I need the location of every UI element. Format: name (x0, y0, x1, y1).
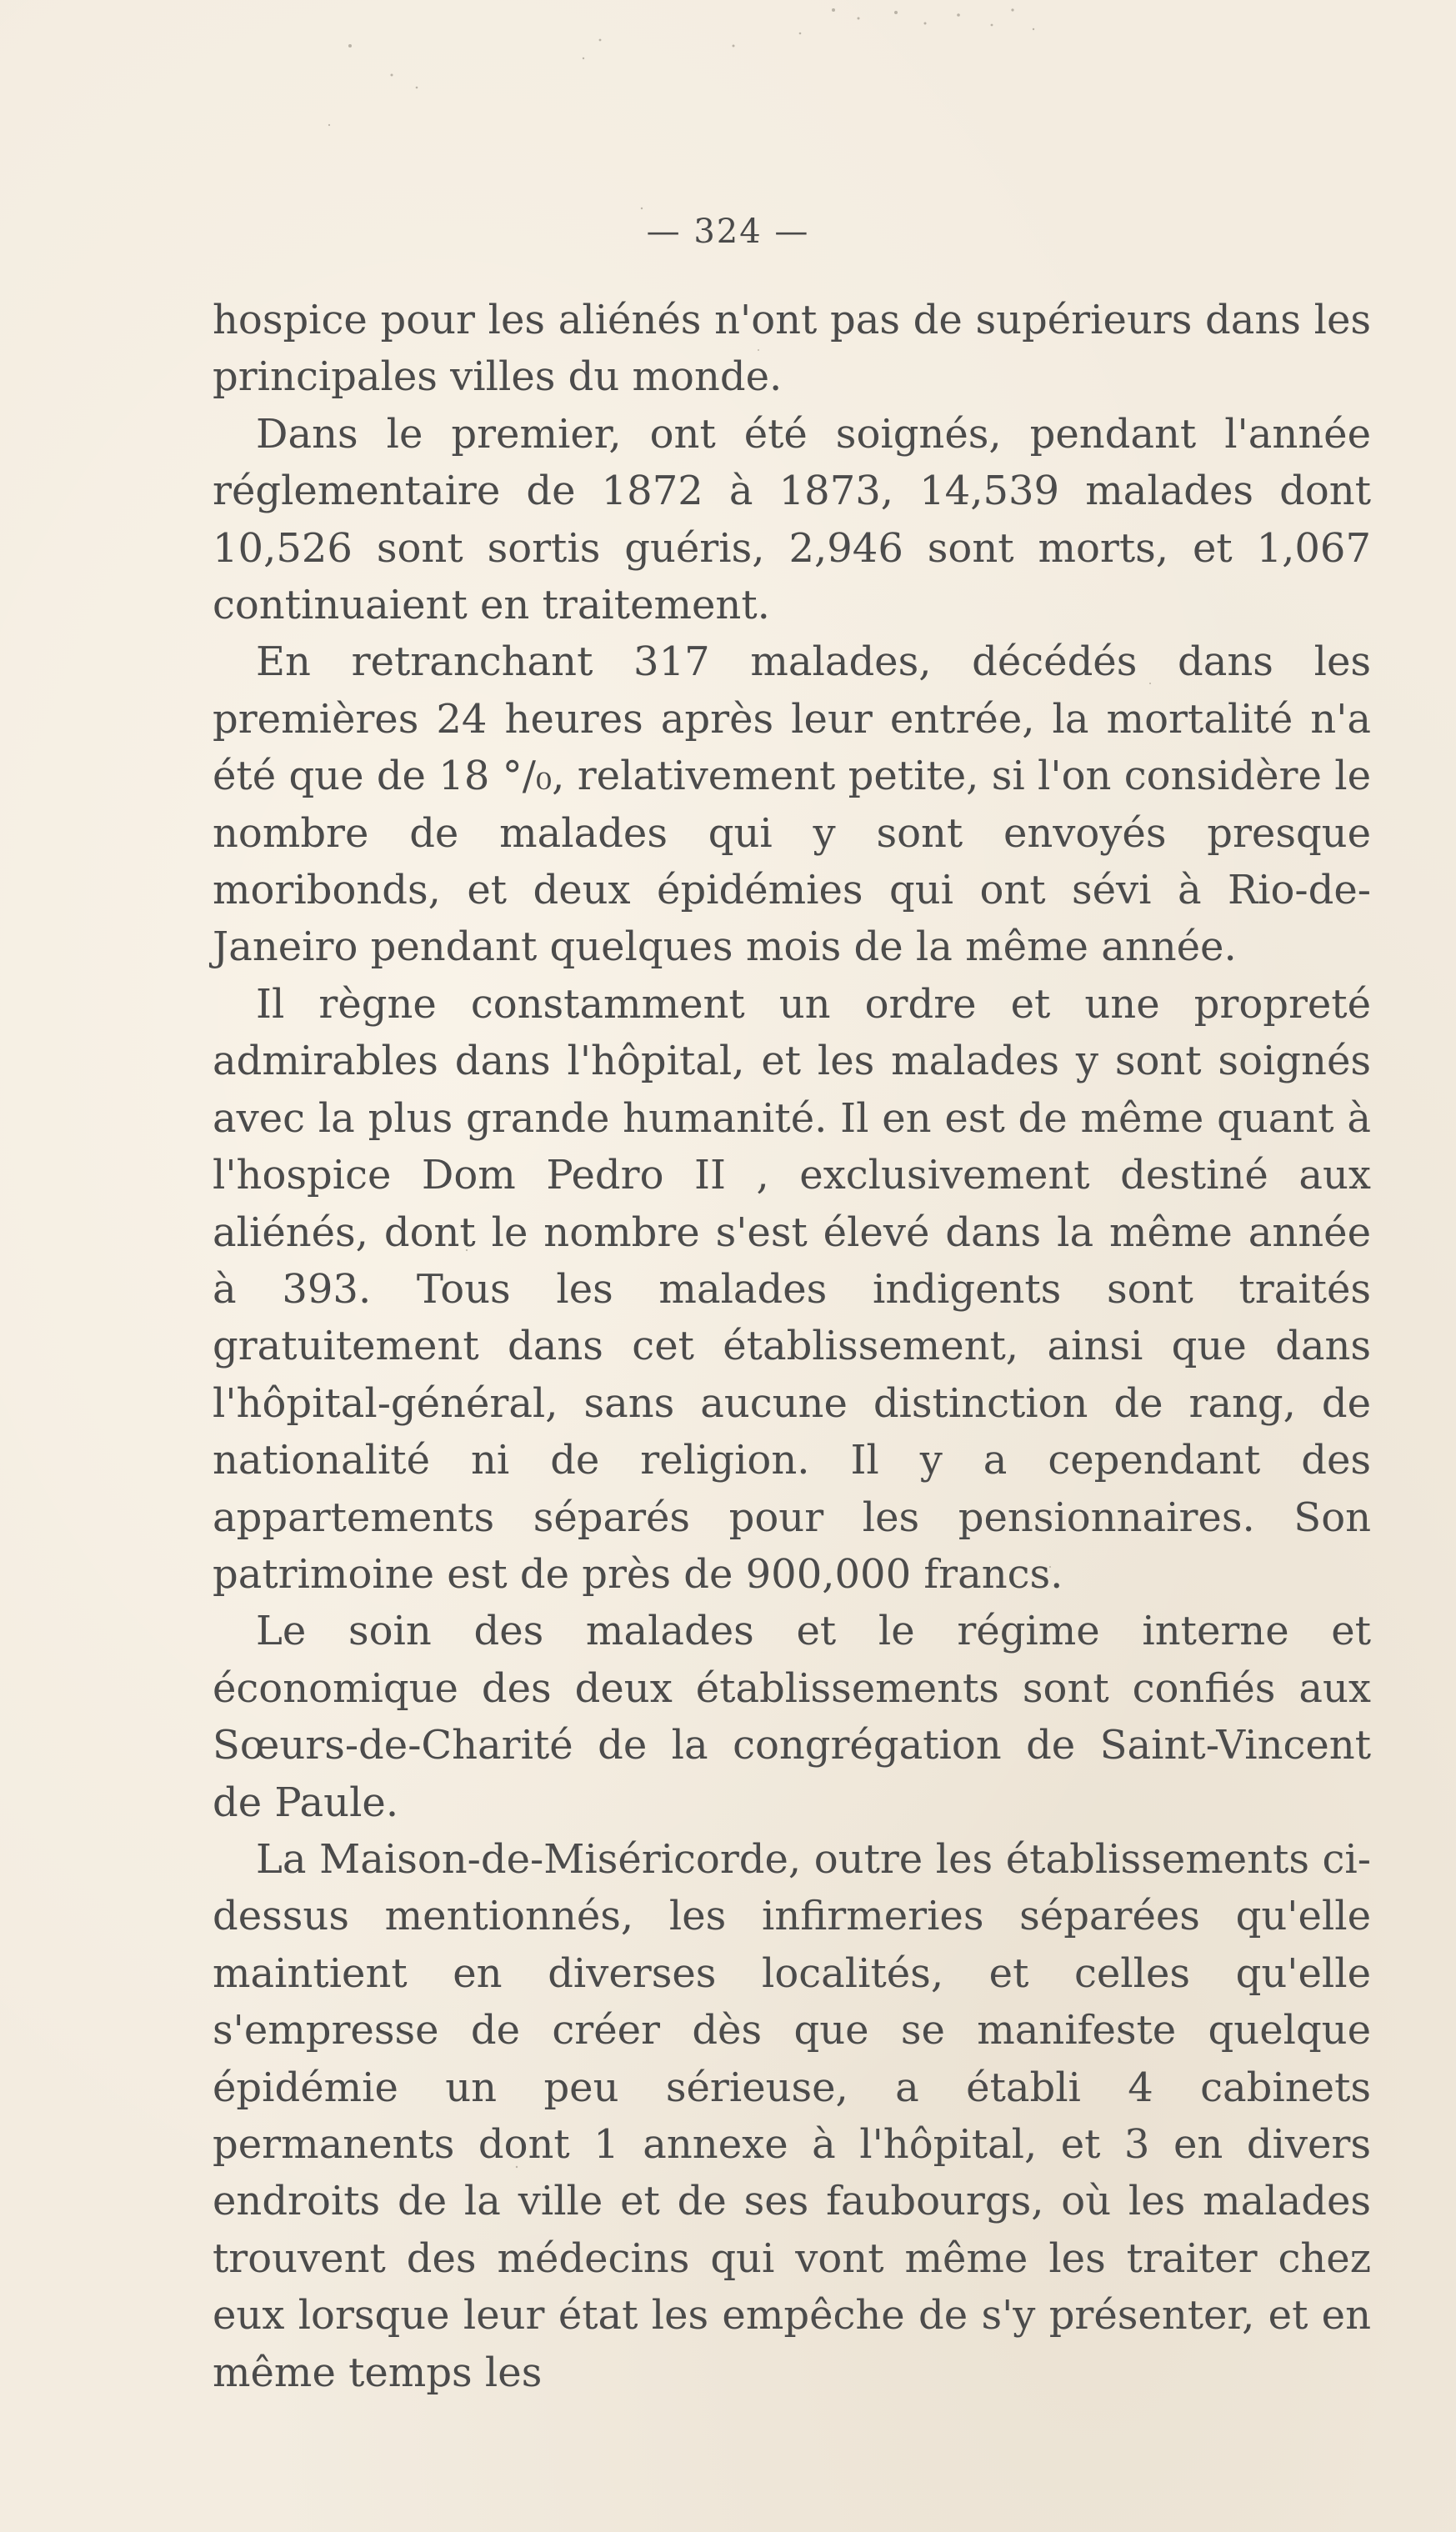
paragraph-1: hospice pour les aliénés n'ont pas de supérieurs dans les principales villes du monde. (213, 297, 1371, 401)
paragraph-6: La Maison-de-Miséricorde, outre les établissements ci-dessus mentionnés, les infirmeries séparées qu'elle maintient en diverses localités, et celles qu'elle s'empresse de créer dès que se manifeste quelque épidémie un peu sérieuse, a établi 4 cabinets permanents dont 1 annexe à l'hôpital, et 3 en divers endroits de la ville et de ses faubourgs, où les malades trouvent des médecins qui vont même les traiter chez eux lorsque leur état les empêche de s'y présenter, et en même temps les (213, 1835, 1371, 2396)
paragraph-4: Il règne constamment un ordre et une propreté admirables dans l'hôpital, et les malades y sont soignés avec la plus grande humanité. Il en est de même quant à l'hospice Dom Pedro II , exclusivement destiné aux aliénés, dont le nombre s'est élevé dans la même année à 393. Tous les malades indigents sont traités gratuitement dans cet établissement, ainsi que dans l'hôpital-général, sans aucune distinction de rang, de nationalité ni de religion. Il y a cependant des appartements séparés pour les pensionnaires. Son patrimoine est de près de 900,000 francs. (213, 980, 1371, 1598)
body-text (213, 292, 1371, 2401)
paragraph-2: Dans le premier, ont été soignés, pendant l'année réglementaire de 1872 à 1873, 14,539 malades dont 10,526 sont sortis guéris, 2,946 sont morts, et 1,067 continuaient en traitement. (213, 410, 1371, 629)
page-number: — 324 — (646, 213, 810, 251)
paragraph-3: En retranchant 317 malades, décédés dans les premières 24 heures après leur entrée, la mortalité n'a été que de 18 °/₀, relativement petite, si l'on considère le nombre de malades qui y sont envoyés presque moribonds, et deux épidémies qui ont sévi à Rio-de-Janeiro pendant quelques mois de la même année. (213, 638, 1371, 971)
paragraph-5: Le soin des malades et le régime interne et économique des deux établissements sont confiés aux Sœurs-de-Charité de la congrégation de Saint-Vincent de Paule. (213, 1608, 1371, 1826)
